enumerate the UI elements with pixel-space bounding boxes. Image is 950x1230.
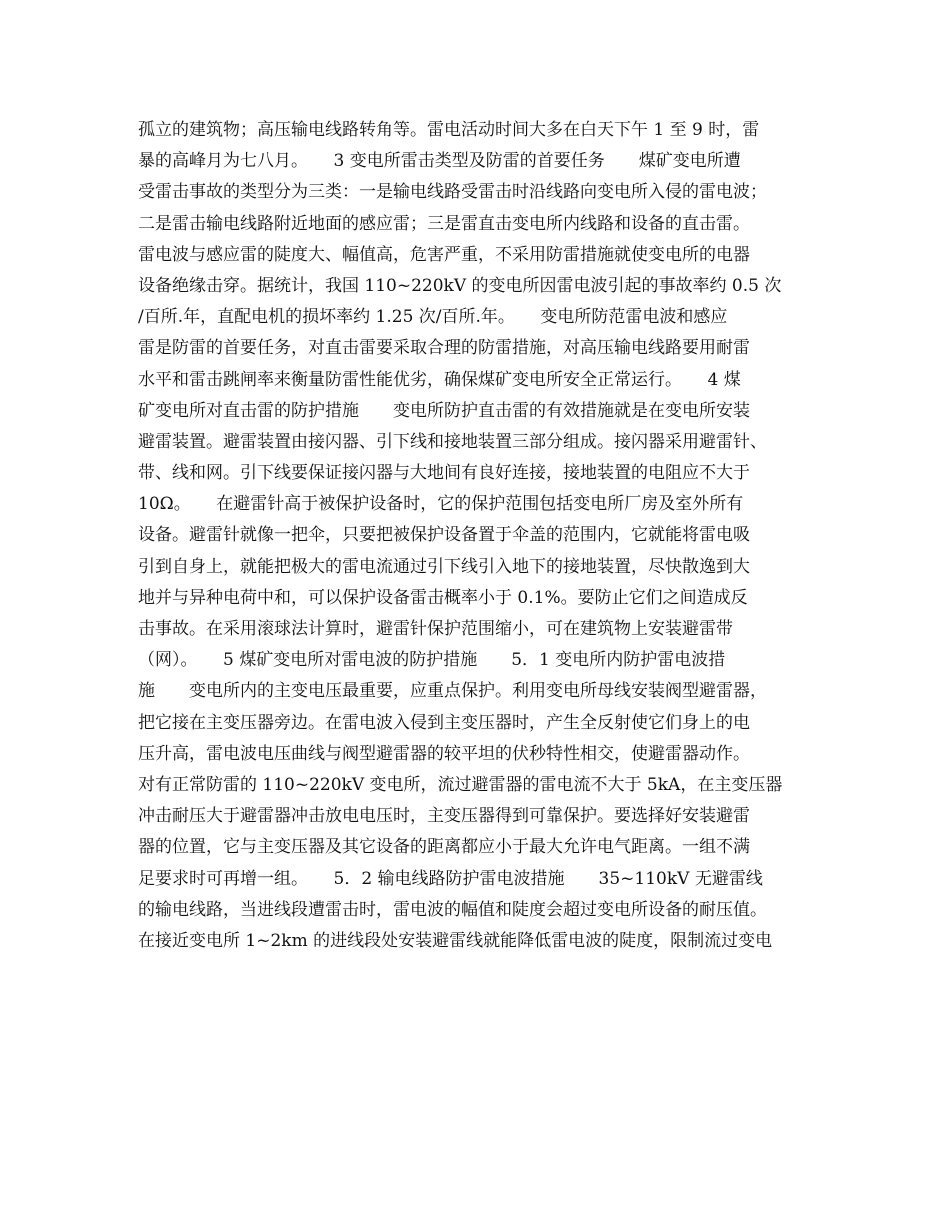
text-line: 设备绝缘击穿。据统计，我国 110~220kV 的变电所因雷电波引起的事故率约 0.5 次 [138, 275, 782, 296]
text-line: 雷是防雷的首要任务，对直击雷要采取合理的防雷措施，对高压输电线路要用耐雷 [138, 338, 750, 359]
text-line: 器的位置，它与主变压器及其它设备的距离都应小于最大允许电气距离。一组不满 [138, 837, 750, 858]
text-line: 雷电波与感应雷的陡度大、幅值高，危害严重，不采用防雷措施就使变电所的电器 [138, 244, 750, 265]
text-line: 地并与异种电荷中和，可以保护设备雷击概率小于 0.1%。要防止它们之间造成反 [138, 587, 748, 608]
text-line: 受雷击事故的类型分为三类：一是输电线路受雷击时沿线路向变电所入侵的雷电波； [138, 182, 767, 203]
text-line: 引到自身上，就能把极大的雷电流通过引下线引入地下的接地装置，尽快散逸到大 [138, 556, 750, 577]
text-line: 击事故。在采用滚球法计算时，避雷针保护范围缩小，可在建筑物上安装避雷带 [138, 619, 733, 639]
text-line: 把它接在主变压器旁边。在雷电波入侵到主变压器时，产生全反射使它们身上的电 [138, 712, 750, 733]
text-line: 足要求时可再增一组。 5．2 输电线路防护雷电波措施 35~110kV 无避雷线 [138, 868, 763, 889]
text-line: 设备。避雷针就像一把伞，只要把被保护设备置于伞盖的范围内，它就能将雷电吸 [138, 525, 750, 546]
text-line: /百所.年，直配电机的损坏率约 1.25 次/百所.年。 变电所防范雷电波和感应 [138, 307, 728, 328]
text-line: 孤立的建筑物；高压输电线路转角等。雷电活动时间大多在白天下午 1 至 9 时，雷 [138, 120, 760, 140]
text-line: 的输电线路，当进线段遭雷击时，雷电波的幅值和陡度会超过变电所设备的耐压值。 [138, 899, 767, 920]
text-line: 暴的高峰月为七八月。 3 变电所雷击类型及防雷的首要任务 煤矿变电所遭 [138, 151, 741, 172]
text-line: 施 变电所内的主变电压最重要，应重点保护。利用变电所母线安装阀型避雷器， [138, 681, 767, 702]
text-line: 在接近变电所 1~2km 的进线段处安装避雷线就能降低雷电波的陡度，限制流过变电 [138, 930, 773, 951]
text-line: 压升高，雷电波电压曲线与阀型避雷器的较平坦的伏秒特性相交，使避雷器动作。 [138, 743, 750, 764]
text-line: 水平和雷击跳闸率来衡量防雷性能优劣，确保煤矿变电所安全正常运行。 4 煤 [138, 369, 741, 390]
text-line: 二是雷击输电线路附近地面的感应雷；三是雷直击变电所内线路和设备的直击雷。 [138, 213, 750, 234]
text-line: 矿变电所对直击雷的防护措施 变电所防护直击雷的有效措施就是在变电所安装 [138, 400, 750, 421]
text-line: 冲击耐压大于避雷器冲击放电电压时，主变压器得到可靠保护。要选择好安装避雷 [138, 806, 750, 827]
text-line: 10Ω。 在避雷针高于被保护设备时，它的保护范围包括变电所厂房及室外所有 [138, 494, 744, 515]
body-text [138, 115, 828, 957]
text-line: （网）。 5 煤矿变电所对雷电波的防护措施 5．1 变电所内防护雷电波措 [138, 650, 726, 671]
text-line: 避雷装置。避雷装置由接闪器、引下线和接地装置三部分组成。接闪器采用避雷针、 [138, 431, 767, 452]
text-line: 带、线和网。引下线要保证接闪器与大地间有良好连接，接地装置的电阻应不大于 [138, 463, 750, 484]
text-line: 对有正常防雷的 110~220kV 变电所，流过避雷器的雷电流不大于 5kA，在主变压器 [138, 774, 783, 795]
